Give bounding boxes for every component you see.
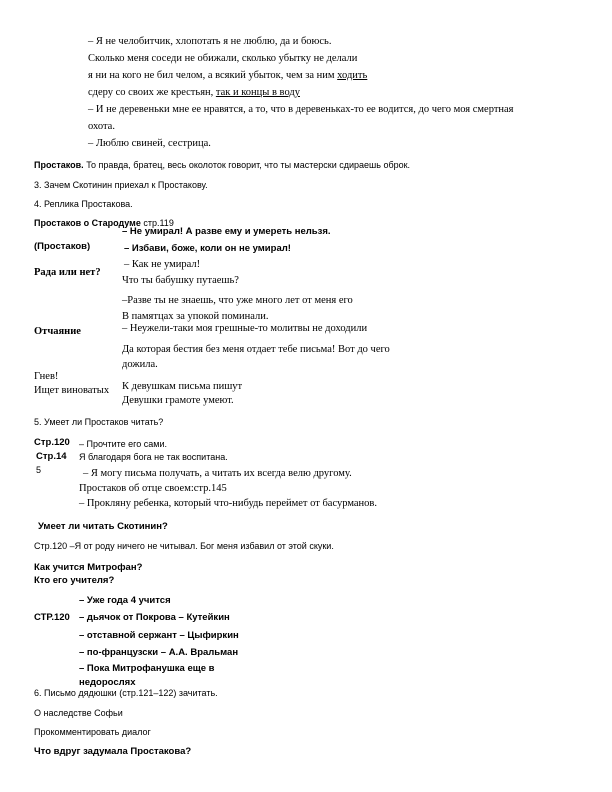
final-question: Что вдруг задумала Простакова?: [34, 746, 192, 757]
reading-line-5: – Прокляну ребенка, который что-нибудь переймет от басурманов.: [79, 498, 378, 509]
teacher-line-3: – по-французски – А.А. Вральман: [79, 647, 239, 658]
starodum-heading: Простаков о Стародуме: [34, 218, 141, 228]
label-rada: Рада или нет?: [34, 267, 101, 278]
dialogue-reply-4: Что ты бабушку путаешь?: [122, 275, 239, 286]
prostakov-text: То правда, братец, весь околоток говорит, что ты мастерски сдираешь оброк.: [83, 160, 411, 170]
quote-line-4-text: сдеру со своих же крестьян,: [88, 87, 216, 98]
teacher-line-4: – Пока Митрофанушка еще в: [79, 663, 215, 674]
reading-line-1: – Прочтите его сами.: [79, 439, 167, 449]
label-ischet: Ищет виноватых: [34, 385, 110, 396]
label-prostakov: (Простаков): [34, 241, 91, 252]
quote-line-1: – Я не челобитчик, хлопотать я не люблю, да и боюсь.: [88, 36, 332, 47]
page-ref-145a: Стр.14: [36, 451, 67, 462]
item-3: 3. Зачем Скотинин приехал к Простакову.: [34, 180, 208, 190]
item-5: 5. Умеет ли Простаков читать?: [34, 417, 164, 427]
teacher-line-0: – Уже года 4 учится: [79, 595, 171, 606]
dialogue-reply-7: – Неужели-таки моя грешные-то молитвы не доходили: [122, 323, 368, 334]
dialogue-reply-5: –Разве ты не знаешь, что уже много лет от меня его: [122, 295, 353, 306]
dialogue-reply-3: – Как не умирал!: [124, 259, 201, 270]
inherit-line: О наследстве Софьи: [34, 708, 123, 718]
dialogue-reply-6: В памятцах за упокой поминали.: [122, 311, 269, 322]
dialogue-reply-2: – Избави, боже, коли он не умирал!: [124, 243, 291, 254]
skotinin-answer: Стр.120 –Я от роду ничего не читывал. Бог меня избавил от этой скуки.: [34, 541, 334, 551]
item-4: 4. Реплика Простакова.: [34, 199, 133, 209]
quote-line-7: – Люблю свиней, сестрица.: [88, 138, 211, 149]
comment-line: Прокомментировать диалог: [34, 727, 151, 737]
quote-line-5: – И не деревеньки мне ее нравятся, а то, что в деревеньках-то ее водится, до чего моя смертная: [88, 104, 514, 115]
quote-line-3: [88, 70, 367, 83]
dialogue-reply-9: дожила.: [122, 359, 158, 370]
quote-line-2: Сколько меня соседи не обижали, сколько убытку не делали: [88, 53, 358, 64]
label-otchayanie: Отчаяние: [34, 326, 81, 337]
quote-underlined-phrase: так и концы в воду: [215, 87, 300, 98]
quote-line-6: охота.: [88, 121, 115, 132]
reading-line-2: Я благодаря бога не так воспитана.: [79, 452, 228, 462]
quote-line-3-text: я ни на кого не бил челом, а всякий убыток, чем за ним: [88, 70, 338, 81]
reading-line-3: – Я могу письма получать, а читать их всегда велю другому.: [83, 468, 352, 479]
quote-underlined-word: ходить: [337, 70, 368, 81]
teachers-page-ref: СТР.120: [34, 612, 70, 623]
item-6: 6. Письмо дядюшки (стр.121–122) зачитать.: [34, 688, 218, 698]
teacher-line-2: – отставной сержант – Цыфиркин: [79, 630, 239, 641]
dialogue-reply-8: Да которая бестия без меня отдает тебе письма! Вот до чего: [122, 344, 390, 355]
teacher-line-1: – дьячок от Покрова – Кутейкин: [79, 612, 230, 623]
skotinin-question: Умеет ли читать Скотинин?: [38, 521, 168, 532]
dialogue-reply-10: К девушкам письма пишут: [122, 381, 243, 392]
page-ref-145b: 5: [36, 465, 42, 475]
label-gnev: Гнев!: [34, 371, 59, 382]
page-ref-120: Стр.120: [34, 437, 70, 448]
speaker-name: Простаков.: [34, 160, 84, 170]
dialogue-reply-11: Девушки грамоте умеют.: [122, 395, 234, 406]
teacher-line-5: недорослях: [79, 677, 136, 688]
mitrofan-question-1: Как учится Митрофан?: [34, 562, 143, 573]
prostakov-line: [34, 160, 410, 171]
dialogue-reply-1: – Не умирал! А разве ему и умереть нельзя.: [122, 226, 331, 237]
reading-line-4: Простаков об отце своем:стр.145: [79, 483, 227, 494]
starodum-page: стр.119: [140, 218, 174, 228]
mitrofan-question-2: Кто его учителя?: [34, 575, 115, 586]
quote-line-4: [88, 87, 300, 100]
